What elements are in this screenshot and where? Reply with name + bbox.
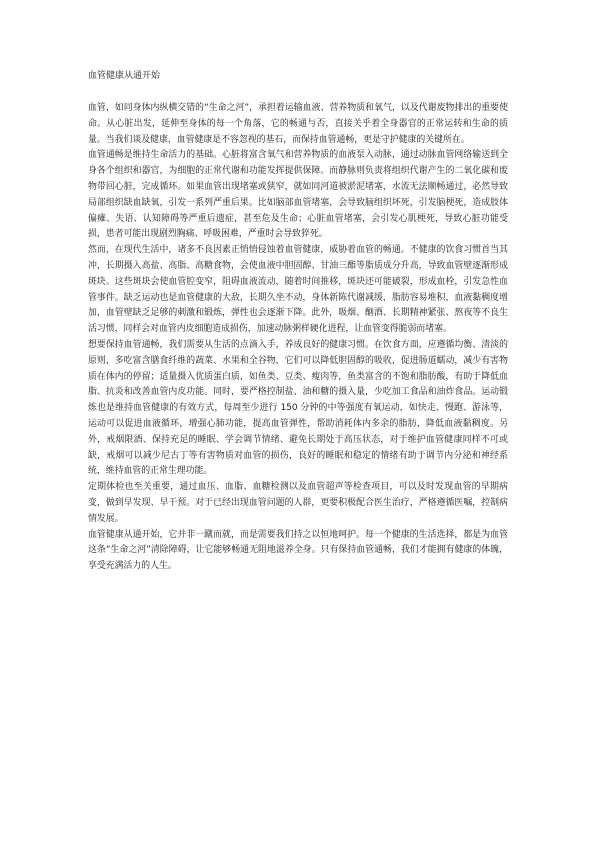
- paragraph-intro: 血管，如同身体内纵横交错的“生命之河”，承担着运输血液、营养物质和氧气，以及代谢废物排出的重要使命。从心脏出发，延伸至身体的每一个角落，它的畅通与否，直接关乎着全身器官的正常运转和生命的质量。当我们谈及健康，血管健康是不容忽视的基石，而保持血管通畅，更是守护健康的关键所在。: [88, 103, 508, 145]
- document-title: 血管健康从通开始: [88, 71, 161, 81]
- paragraph-risk-factors: 然而，在现代生活中，诸多不良因素正悄悄侵蚀着血管健康，威胁着血管的畅通。不健康的饮食习惯首当其冲，长期摄入高盐、高脂、高糖食物，会使血液中胆固醇、甘油三酯等脂质成分升高，导致血管壁逐渐形成斑块。这些斑块会使血管腔变窄，阻碍血液流动，随着时间推移，斑块还可能破裂，形成血栓，引发急性血管事件。缺乏运动也是血管健康的大敌，长期久坐不动，身体新陈代谢减缓，脂肪容易堆积，血液黏稠度增加，血管壁缺乏足够的刺激和锻炼，弹性也会逐渐下降。此外，吸烟、酗酒、长期精神紧张、熬夜等不良生活习惯，同样会对血管内皮细胞造成损伤，加速动脉粥样硬化进程，让血管变得脆弱而堵塞。: [88, 245, 508, 335]
- paragraph-healthy-habits: 想要保持血管通畅，我们需要从生活的点滴入手，养成良好的健康习惯。在饮食方面，应遵循均衡、清淡的原则，多吃富含膳食纤维的蔬菜、水果和全谷物，它们可以降低胆固醇的吸收，促进肠道蠕动，减少有害物质在体内的停留；适量摄入优质蛋白质，如鱼类、豆类、瘦肉等，鱼类富含的不饱和脂肪酸，有助于降低血脂、抗炎和改善血管内皮功能。同时，要严格控制盐、油和糖的摄入量，少吃加工食品和油炸食品。运动锻炼也是维持血管健康的有效方式，每周至少进行 150 分钟的中等强度有氧运动，如快走、慢跑、游泳等，运动可以促进血液循环，增强心肺功能，提高血管弹性，帮助消耗体内多余的脂肪，降低血液黏稠度。另外，戒烟限酒、保持充足的睡眠、学会调节情绪、避免长期处于高压状态，对于维护血管健康同样不可或缺，戒烟可以减少尼古丁等有害物质对血管的损伤，良好的睡眠和稳定的情绪有助于调节内分泌和神经系统，维持血管的正常生理功能。: [88, 339, 508, 477]
- paragraph-checkups: 定期体检也至关重要，通过血压、血脂、血糖检测以及血管超声等检查项目，可以及时发现血管的早期病变，做到早发现、早干预。对于已经出现血管问题的人群，更要积极配合医生治疗，严格遵循医嘱，控制病情发展。: [88, 482, 508, 524]
- paragraph-conclusion: 血管健康从通开始，它并非一蹴而就，而是需要我们持之以恒地呵护。每一个健康的生活选择，都是为血管这条“生命之河”清除障碍，让它能够畅通无阻地滋养全身。只有保持血管通畅，我们才能拥有健康的体魄，享受充满活力的人生。: [88, 529, 508, 572]
- paragraph-importance: 血管通畅是维持生命活力的基础。心脏将富含氧气和营养物质的血液泵入动脉，通过动脉血管网络输送到全身各个组织和器官，为细胞的正常代谢和功能发挥提供保障。而静脉则负责将组织代谢产生的二氧化碳和废物带回心脏，完成循环。如果血管出现堵塞或狭窄，就如同河道被淤泥堵塞，水流无法顺畅通过，必然导致局部组织缺血缺氧，引发一系列严重后果。比如脑部血管堵塞，会导致脑组织坏死，引发脑梗死，造成肢体偏瘫、失语、认知障碍等严重后遗症，甚至危及生命；心脏血管堵塞，会引发心肌梗死，导致心脏功能受损，患者可能出现剧烈胸痛、呼吸困难，严重时会导致猝死。: [88, 150, 508, 240]
- document-page: [88, 70, 508, 575]
